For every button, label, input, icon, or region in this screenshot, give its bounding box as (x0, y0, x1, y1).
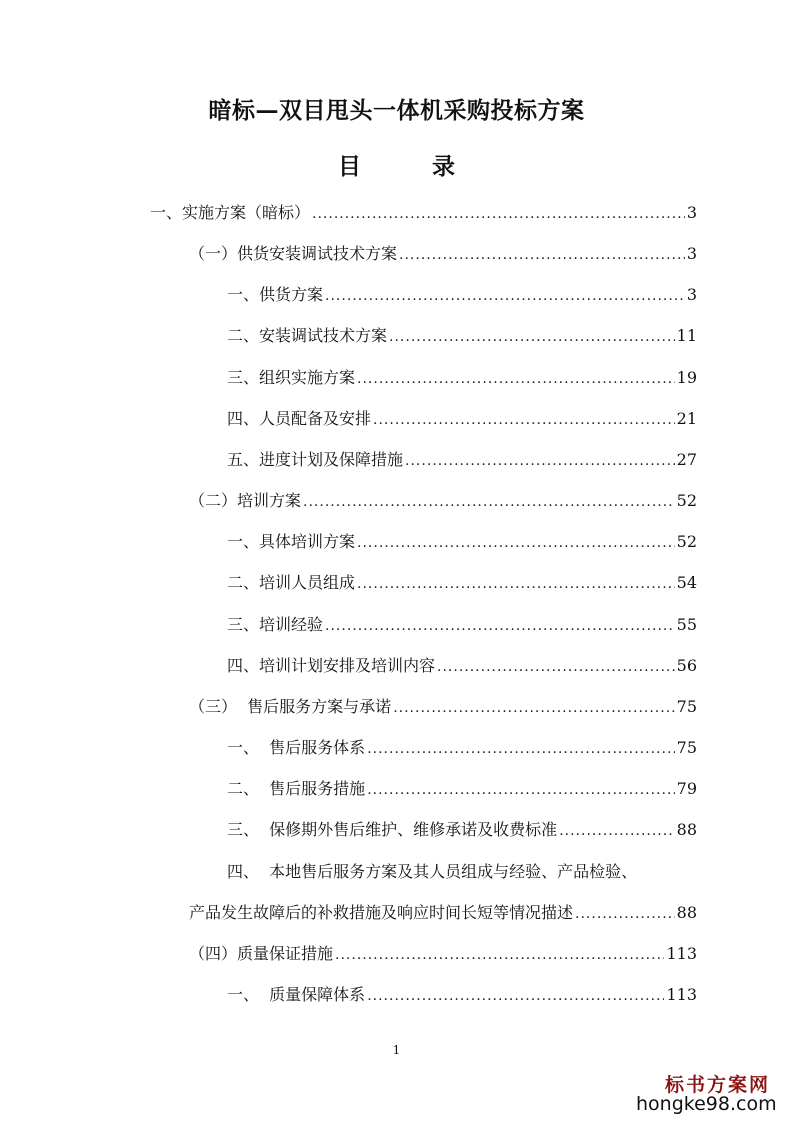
toc-page: 3 (686, 203, 697, 222)
toc-page: 52 (676, 491, 697, 510)
toc-leader (367, 739, 674, 759)
toc-label: 二、培训人员组成 (227, 573, 356, 592)
toc-label: 五、进度计划及保障措施 (227, 450, 404, 469)
toc-leader (357, 533, 675, 553)
toc-page: 113 (666, 985, 697, 1004)
toc-entry[interactable] (227, 573, 697, 593)
toc-label: 一、实施方案（暗标） (150, 203, 311, 222)
toc-label: 一、供货方案 (227, 285, 324, 304)
toc-page: 79 (676, 779, 697, 798)
toc-entry[interactable] (227, 368, 697, 388)
toc-entry[interactable] (227, 326, 697, 346)
toc-entry[interactable] (227, 985, 697, 1005)
toc-page: 27 (676, 450, 697, 469)
toc-entry[interactable] (227, 285, 697, 305)
toc-leader (357, 574, 675, 594)
toc-label: 四、人员配备及安排 (227, 409, 372, 428)
page-number: 1 (392, 1043, 401, 1057)
toc-label: 一、 售后服务体系 (227, 738, 366, 757)
toc-page: 19 (676, 368, 697, 387)
toc-leader (559, 821, 674, 841)
toc-label: 四、培训计划安排及培训内容 (227, 656, 436, 675)
watermark-url: hongke98.com (636, 1093, 777, 1115)
toc-leader (312, 204, 685, 224)
toc-page: 55 (676, 615, 697, 634)
toc-leader (357, 369, 675, 389)
toc-leader (389, 327, 675, 347)
toc-label: 三、培训经验 (227, 615, 324, 634)
toc-leader (303, 492, 675, 512)
toc-page: 21 (676, 409, 697, 428)
toc-label: （二）培训方案 (189, 491, 302, 510)
toc-page: 11 (676, 326, 697, 345)
toc-leader (335, 945, 664, 965)
toc-page: 52 (676, 532, 697, 551)
toc-leader (575, 904, 675, 924)
toc-leader (437, 657, 675, 677)
toc-page: 54 (676, 573, 697, 592)
toc-leader (367, 780, 674, 800)
toc-entry[interactable] (189, 697, 697, 717)
toc-leader (393, 698, 674, 718)
toc-label: 产品发生故障后的补救措施及响应时间长短等情况描述 (189, 903, 574, 922)
toc-entry[interactable] (189, 944, 697, 964)
toc-entry[interactable] (227, 656, 697, 676)
toc-entry[interactable] (227, 532, 697, 552)
toc-page: 88 (676, 903, 697, 922)
toc-label: 一、具体培训方案 (227, 532, 356, 551)
toc-leader (325, 616, 675, 636)
toc-page: 3 (686, 244, 697, 263)
toc-leader (367, 986, 664, 1006)
toc-entry[interactable] (150, 203, 697, 223)
toc-entry[interactable] (227, 738, 697, 758)
toc-heading: 目 录 (338, 153, 479, 180)
toc-entry[interactable] (189, 903, 697, 923)
toc-label: 二、 售后服务措施 (227, 779, 366, 798)
toc-page: 88 (676, 820, 697, 839)
toc-page: 75 (676, 738, 697, 757)
toc-leader (373, 410, 675, 430)
toc-entry[interactable] (227, 615, 697, 635)
document-title: 暗标—双目甩头一体机采购投标方案 (208, 97, 585, 124)
toc-entry[interactable] (227, 450, 697, 470)
toc-entry[interactable] (189, 244, 697, 264)
toc-label: （三） 售后服务方案与承诺 (189, 697, 392, 716)
toc-entry-wrapped-line[interactable]: 四、 本地售后服务方案及其人员组成与经验、产品检验、 (227, 862, 638, 881)
toc-label: 三、 保修期外售后维护、维修承诺及收费标准 (227, 820, 558, 839)
toc-entry[interactable] (227, 820, 697, 840)
toc-entry[interactable] (227, 409, 697, 429)
toc-entry[interactable] (227, 779, 697, 799)
watermark-brand: 标书方案网 (665, 1074, 771, 1096)
toc-label: 二、安装调试技术方案 (227, 326, 388, 345)
toc-leader (325, 286, 685, 306)
toc-label: 一、 质量保障体系 (227, 985, 366, 1004)
toc-label: （一）供货安装调试技术方案 (189, 244, 398, 263)
toc-entry[interactable] (189, 491, 697, 511)
toc-page: 56 (676, 656, 697, 675)
toc-label: （四）质量保证措施 (189, 944, 334, 963)
toc-leader (399, 245, 685, 265)
toc-label: 三、组织实施方案 (227, 368, 356, 387)
toc-page: 75 (676, 697, 697, 716)
toc-leader (405, 451, 675, 471)
toc-page: 113 (666, 944, 697, 963)
toc-page: 3 (686, 285, 697, 304)
